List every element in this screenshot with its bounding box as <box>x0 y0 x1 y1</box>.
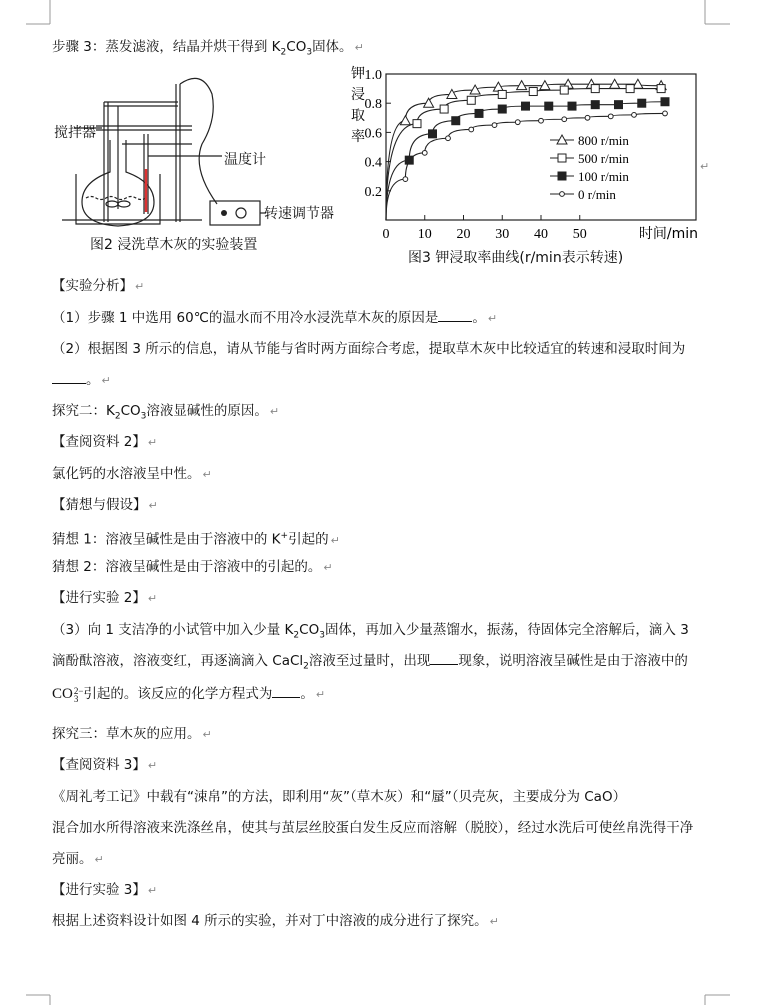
experiment2-heading: 【进行实验 2】 ↵ <box>52 590 158 606</box>
experiment3-heading: 【进行实验 3】 ↵ <box>52 882 158 898</box>
data-point <box>562 117 567 122</box>
data-point <box>440 105 448 113</box>
reference3-line3: 亮丽。 ↵ <box>52 851 104 867</box>
data-point <box>529 88 537 96</box>
question-2-line1: （2）根据图 3 所示的信息，请从节能与省时两方面综合考虑，提取草木灰中比较适宜的转速和浸取时间为 <box>52 341 686 357</box>
controller-label: 转速调节器 <box>264 206 334 222</box>
data-point <box>498 90 506 98</box>
data-point <box>560 86 568 94</box>
data-point <box>608 114 613 119</box>
analysis-heading: 【实验分析】 ↵ <box>52 278 145 294</box>
y-tick-label: 0.6 <box>364 126 382 142</box>
data-point <box>591 101 599 109</box>
hypothesis-1: 猜想 1：溶液呈碱性是由于溶液中的 K+引起的 ↵ <box>52 531 340 548</box>
legend-label: 0 r/min <box>578 187 616 202</box>
data-point <box>429 130 437 138</box>
answer-blank[interactable] <box>430 651 458 665</box>
question-3-line1: （3）向 1 支洁净的小试管中加入少量 $K_2CO_3$固体，再加入少量蒸馏水，振荡，待固体完全溶解后，滴入 3 <box>52 622 689 641</box>
answer-blank[interactable] <box>272 684 300 698</box>
x-tick-label: 0 <box>382 227 390 242</box>
hypothesis-heading: 【猜想与假设】 ↵ <box>52 497 158 513</box>
return-mark: ↵ <box>700 160 710 173</box>
data-point <box>515 120 520 125</box>
data-point <box>498 105 506 113</box>
data-point <box>568 102 576 110</box>
explore2-title: 探究二：$K_2CO_3$溶液显碱性的原因。 ↵ <box>52 403 280 422</box>
data-point <box>626 85 634 93</box>
x-tick-label: 10 <box>417 227 432 242</box>
legend-marker <box>558 154 566 162</box>
reference3-heading: 【查阅资料 3】 ↵ <box>52 757 158 773</box>
stirrer-label: 搅拌器 <box>54 125 96 141</box>
data-point <box>661 98 669 106</box>
data-point <box>657 85 665 93</box>
legend-label: 500 r/min <box>578 151 629 166</box>
y-tick-label: 0.4 <box>364 155 382 171</box>
question-3-line3: CO 2− 3 引起的。该反应的化学方程式为 。 ↵ <box>52 685 326 704</box>
carbonate-formula: CO 2− 3 <box>52 685 84 704</box>
figure3-chart <box>340 62 720 247</box>
legend-label: 800 r/min <box>578 133 629 148</box>
data-point <box>400 116 410 125</box>
y-tick-label: 0.2 <box>364 184 382 200</box>
question-1: （1）步骤 1 中选用 60℃的温水而不用冷水浸洗草木灰的原因是 。 ↵ <box>52 310 498 326</box>
data-point <box>452 117 460 125</box>
y-axis-label: 率 <box>351 129 365 145</box>
y-axis-label: 浸 <box>351 87 365 103</box>
explore3-title: 探究三：草木灰的应用。 ↵ <box>52 726 212 742</box>
thermometer-label: 温度计 <box>224 152 266 168</box>
reference3-line2: 混合加水所得溶液来洗涤丝帛，使其与茧层丝胶蛋白发生反应而溶解（脱胶），经过水洗后可使丝帛洗得干净 <box>52 820 694 836</box>
x-tick-label: 30 <box>495 227 510 242</box>
data-point <box>545 102 553 110</box>
x-axis-label: 时间/min <box>638 226 698 242</box>
data-point <box>638 99 646 107</box>
x-tick-label: 50 <box>572 227 587 242</box>
data-point <box>469 127 474 132</box>
reference2-text: 氯化钙的水溶液呈中性。 ↵ <box>52 466 212 482</box>
data-point <box>522 102 530 110</box>
data-point <box>615 101 623 109</box>
figure3-caption: 图3 钾浸取率曲线(r/min表示转速) <box>408 250 624 266</box>
legend-label: 100 r/min <box>578 169 629 184</box>
data-point <box>585 115 590 120</box>
data-point <box>475 109 483 117</box>
data-point <box>467 96 475 104</box>
plot-frame <box>386 74 696 220</box>
y-tick-label: 0.8 <box>364 97 382 113</box>
data-point <box>632 112 637 117</box>
data-point <box>403 177 408 182</box>
data-point <box>591 85 599 93</box>
y-tick-label: 1.0 <box>364 68 382 83</box>
experiment3-text: 根据上述资料设计如图 4 所示的实验，并对丁中溶液的成分进行了探究。 ↵ <box>52 913 499 929</box>
data-point <box>447 89 457 98</box>
series-line-3 <box>386 113 665 220</box>
data-point <box>424 98 434 107</box>
y-axis-label: 钾 <box>351 66 365 82</box>
data-point <box>422 150 427 155</box>
question-3-line2: 滴酚酞溶液，溶液变红，再逐滴滴入 CaCl$_2$溶液至过量时，出现 现象，说明溶液呈碱性是由于溶液中的 <box>52 653 688 672</box>
reference3-line1: 《周礼考工记》中载有“涑帛”的方法，即利用“灰”（草木灰）和“蜃”（贝壳灰，主要成分为 CaO） <box>52 789 627 805</box>
reference2-heading: 【查阅资料 2】 ↵ <box>52 434 158 450</box>
hypothesis-2: 猜想 2：溶液呈碱性是由于溶液中的引起的。 ↵ <box>52 559 333 575</box>
answer-blank[interactable] <box>438 308 472 322</box>
x-tick-label: 20 <box>456 227 471 242</box>
answer-blank[interactable] <box>52 370 86 384</box>
figure2-caption: 图2 浸洗草木灰的实验装置 <box>90 237 258 253</box>
data-point <box>539 118 544 123</box>
x-tick-label: 40 <box>534 227 548 242</box>
step3-line: 步骤 3：蒸发滤液，结晶并烘干得到 $K_2CO_3$固体。 ↵ <box>52 39 364 58</box>
data-point <box>446 136 451 141</box>
question-2-line2: 。 ↵ <box>52 370 111 391</box>
data-point <box>663 111 668 116</box>
data-point <box>413 120 421 128</box>
data-point <box>492 123 497 128</box>
legend-marker <box>558 172 566 180</box>
y-axis-label: 取 <box>351 108 365 124</box>
legend-marker <box>560 192 565 197</box>
